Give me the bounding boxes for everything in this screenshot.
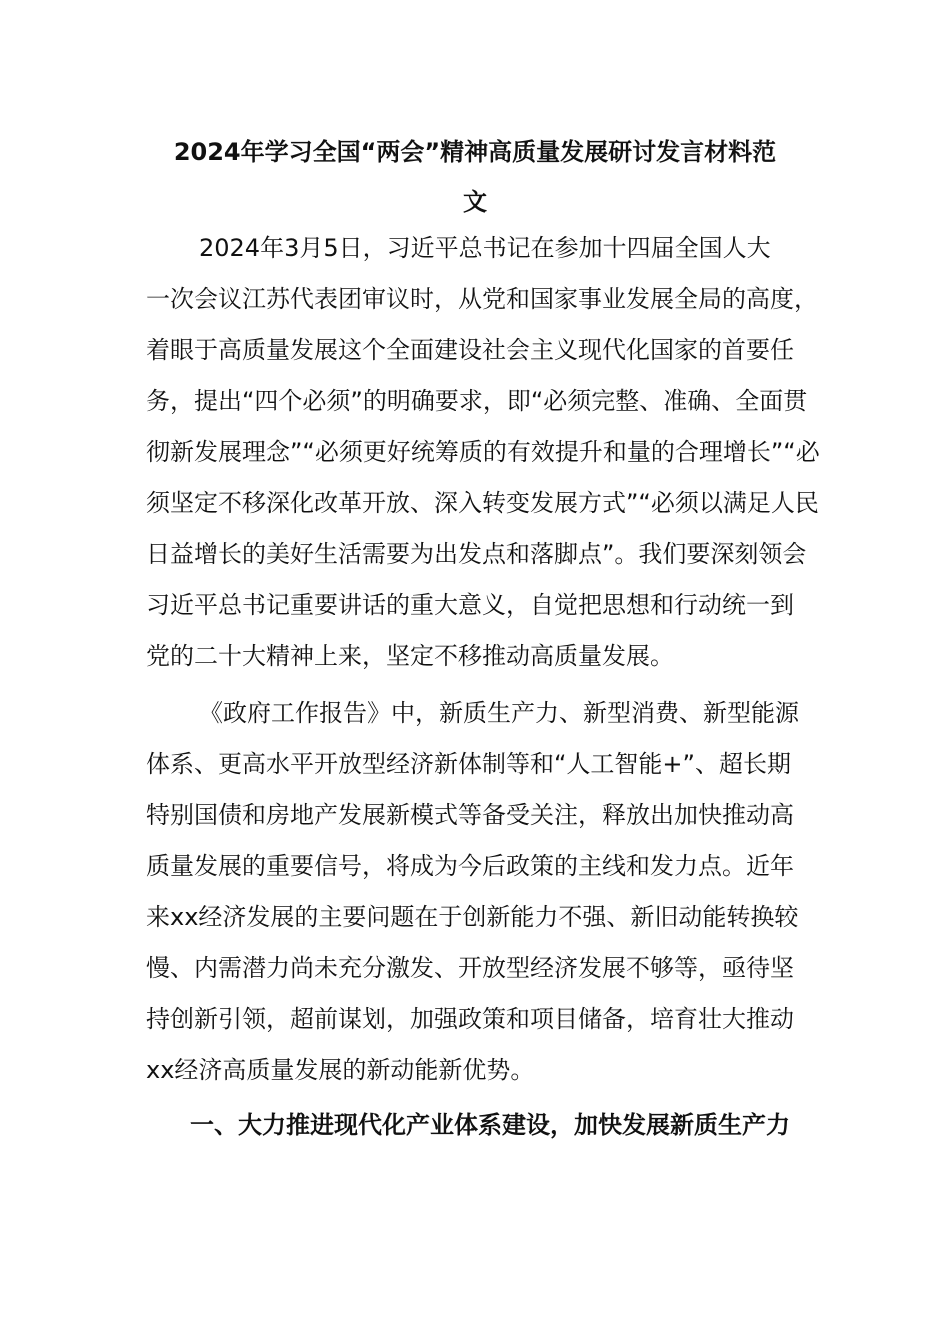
document-title-line-2: 文 <box>463 188 487 216</box>
paragraph-1-line: 须坚定不移深化改革开放、深入转变发展方式”“必须以满足人民 <box>146 489 819 517</box>
paragraph-1-line: 一次会议江苏代表团审议时，从党和国家事业发展全局的高度， <box>146 285 818 313</box>
paragraph-1-line: 党的二十大精神上来，坚定不移推动高质量发展。 <box>146 642 674 670</box>
paragraph-1-line: 习近平总书记重要讲话的重大意义，自觉把思想和行动统一到 <box>146 591 794 619</box>
paragraph-2 <box>146 688 826 1096</box>
paragraph-1-line: 2024年3月5日，习近平总书记在参加十四届全国人大 <box>199 234 771 262</box>
paragraph-2-line: 质量发展的重要信号，将成为今后政策的主线和发力点。近年 <box>146 852 794 880</box>
paragraph-1-line: 日益增长的美好生活需要为出发点和落脚点”。我们要深刻领会 <box>146 540 807 568</box>
paragraph-2-line: 持创新引领，超前谋划，加强政策和项目储备，培育壮大推动 <box>146 1005 794 1033</box>
paragraph-2-line: 来xx经济发展的主要问题在于创新能力不强、新旧动能转换较 <box>146 903 799 931</box>
section-heading: 一、大力推进现代化产业体系建设，加快发展新质生产力 <box>190 1111 790 1139</box>
paragraph-1-line: 彻新发展理念”“必须更好统筹质的有效提升和量的合理增长”“必 <box>146 438 820 466</box>
paragraph-2-line: 《政府工作报告》中，新质生产力、新型消费、新型能源 <box>199 699 799 727</box>
paragraph-2-line: 慢、内需潜力尚未充分激发、开放型经济发展不够等，亟待坚 <box>146 954 794 982</box>
paragraph-1 <box>146 223 826 682</box>
paragraph-2-line: 体系、更高水平开放型经济新体制等和“人工智能+”、超长期 <box>146 750 791 778</box>
paragraph-2-line: 特别国债和房地产发展新模式等备受关注，释放出加快推动高 <box>146 801 794 829</box>
paragraph-1-line: 着眼于高质量发展这个全面建设社会主义现代化国家的首要任 <box>146 336 794 364</box>
document-title-line-1: 2024年学习全国“两会”精神高质量发展研讨发言材料范 <box>173 138 777 166</box>
paragraph-2-line: xx经济高质量发展的新动能新优势。 <box>146 1056 535 1084</box>
paragraph-1-line: 务，提出“四个必须”的明确要求，即“必须完整、准确、全面贯 <box>146 387 808 415</box>
